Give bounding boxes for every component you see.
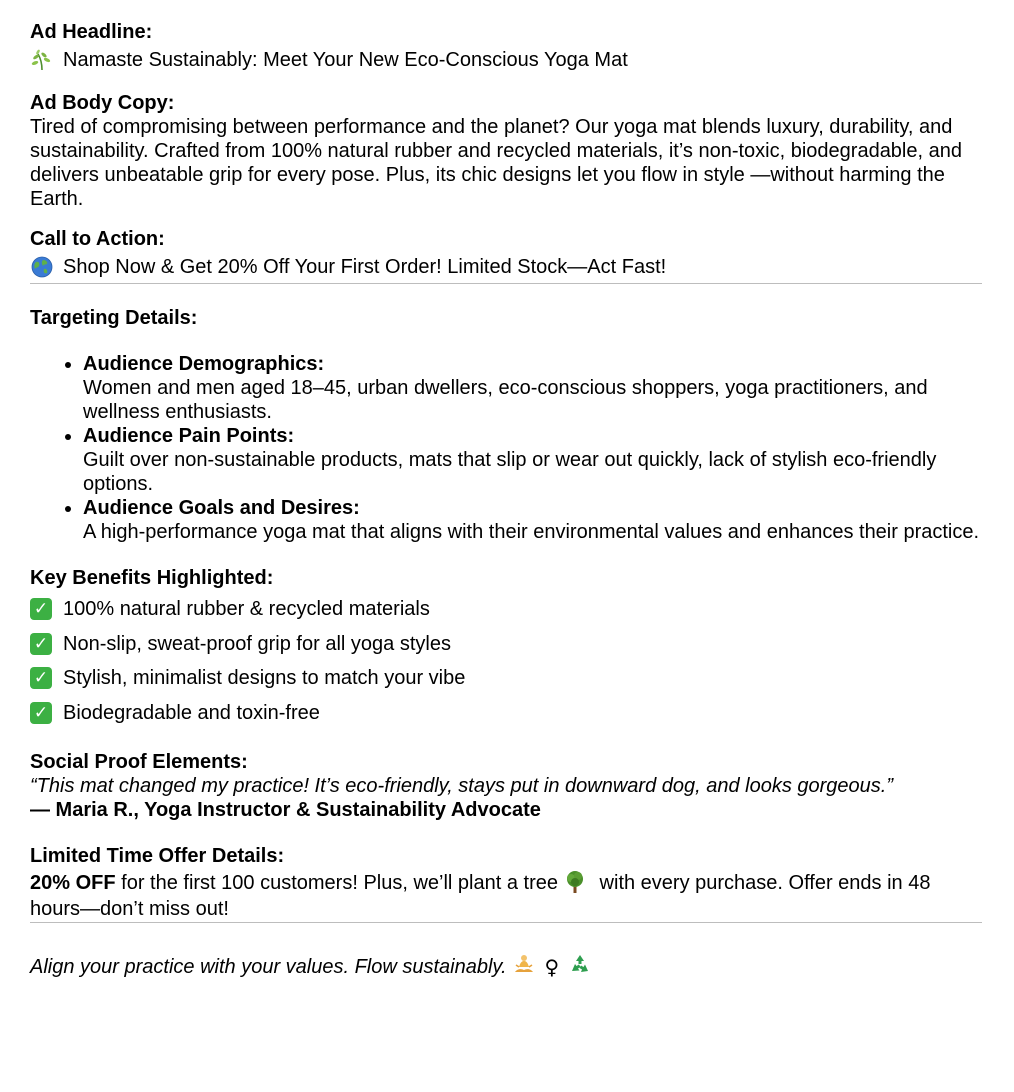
cta-heading: Call to Action: (30, 228, 165, 250)
body-copy-section (30, 91, 982, 211)
female-sign-icon: ♀ (544, 955, 560, 979)
targeting-item-label: Audience Pain Points: (83, 425, 295, 447)
closing-icons (513, 953, 592, 981)
benefit-text: Biodegradable and toxin-free (63, 701, 320, 724)
benefit-item (30, 696, 982, 731)
headline-heading: Ad Headline: (30, 21, 153, 43)
benefit-text: Non-slip, sweat-proof grip for all yoga styles (63, 632, 451, 655)
targeting-item-pain-points (83, 424, 982, 496)
recycling-icon (569, 953, 591, 981)
testimonial-quote: “This mat changed my practice! It’s eco-friendly, stays put in downward dog, and looks gorgeous.” (30, 775, 894, 797)
body-copy-heading: Ad Body Copy: (30, 92, 175, 114)
benefit-item (30, 627, 982, 662)
tree-icon (562, 870, 588, 894)
targeting-section (30, 306, 982, 544)
ad-document (30, 20, 982, 981)
divider (30, 922, 982, 923)
targeting-item-label: Audience Demographics: (83, 353, 325, 375)
social-proof-heading: Social Proof Elements: (30, 751, 248, 773)
globe-icon (30, 255, 54, 279)
benefit-text: Stylish, minimalist designs to match your vibe (63, 667, 466, 690)
testimonial-attribution: — Maria R., Yoga Instructor & Sustainability Advocate (30, 799, 541, 821)
offer-heading: Limited Time Offer Details: (30, 845, 285, 867)
offer-text-part: with every purchase. Offer ends in 48 hours—don’t miss out! (30, 872, 931, 920)
targeting-item-goals (83, 496, 982, 544)
targeting-item-text: Women and men aged 18–45, urban dwellers, eco-conscious shoppers, yoga practitioners, and wellness enthusiasts. (83, 377, 928, 423)
headline-section (30, 20, 982, 76)
cta-section (30, 227, 982, 283)
offer-text-part: for the first 100 customers! Plus, we’ll plant a tree (115, 872, 558, 894)
check-mark-icon: ✓ (30, 667, 52, 689)
closing-line (30, 953, 982, 981)
check-mark-icon: ✓ (30, 598, 52, 620)
closing-text: Align your practice with your values. Flow sustainably. (30, 956, 507, 978)
check-mark-icon: ✓ (30, 633, 52, 655)
headline-text: Namaste Sustainably: Meet Your New Eco-Conscious Yoga Mat (63, 49, 628, 71)
targeting-item-text: A high-performance yoga mat that aligns with their environmental values and enhances their practice. (83, 521, 980, 543)
targeting-item-label: Audience Goals and Desires: (83, 497, 360, 519)
benefit-item (30, 592, 982, 627)
targeting-item-demographics (83, 352, 982, 424)
cta-line (30, 251, 982, 283)
body-copy-text: Tired of compromising between performance and the planet? Our yoga mat blends luxury, durability, and sustainability. Crafted from 100% natural rubber and recycled materials, it’s non-toxic, biodegradable, and delivers unbeatable grip for every pose. Plus, its chic designs let you flow in style —without harming the Earth. (30, 116, 962, 210)
cta-text: Shop Now & Get 20% Off Your First Order! Limited Stock—Act Fast! (63, 256, 667, 278)
social-proof-section (30, 750, 982, 822)
benefit-item (30, 661, 982, 696)
person-in-lotus-position-icon (513, 953, 535, 981)
offer-section (30, 844, 982, 922)
benefit-text: 100% natural rubber & recycled materials (63, 598, 430, 621)
headline-line (30, 44, 982, 76)
offer-discount: 20% OFF (30, 872, 116, 894)
offer-text (30, 870, 982, 922)
targeting-heading: Targeting Details: (30, 307, 198, 329)
targeting-list (30, 352, 982, 544)
divider (30, 283, 982, 284)
targeting-item-text: Guilt over non-sustainable products, mats that slip or wear out quickly, lack of stylish eco-friendly options. (83, 449, 937, 495)
herb-icon (30, 48, 54, 72)
check-mark-icon: ✓ (30, 702, 52, 724)
benefits-heading: Key Benefits Highlighted: (30, 567, 274, 589)
benefits-section (30, 566, 982, 730)
